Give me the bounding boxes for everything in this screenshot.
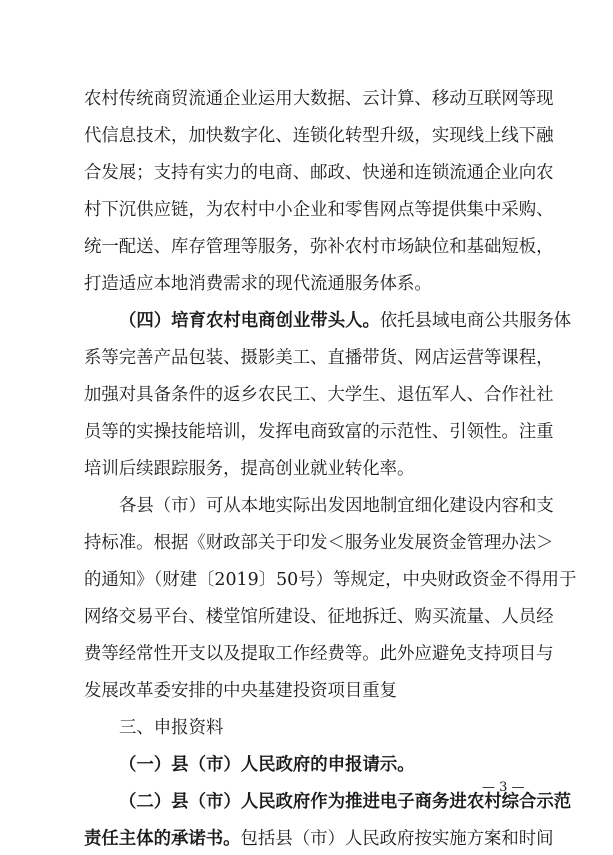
page-number: — 3 —	[482, 780, 525, 795]
paragraph-1-line-1: 农村传统商贸流通企业运用大数据、云计算、移动互联网等现	[84, 89, 554, 109]
paragraph-3-line-6: 发展改革委安排的中央基建投资项目重复	[84, 681, 398, 701]
paragraph-2-bold-lead: （四）培育农村电商创业带头人。	[119, 311, 380, 331]
paragraph-2-line-4: 员等的实操技能培训，发挥电商致富的示范性、引领性。注重	[84, 422, 554, 442]
paragraph-1-line-4: 村下沉供应链，为农村中小企业和零售网点等提供集中采购、	[84, 200, 554, 220]
paragraph-4-bold-lead: 责任主体的承诺书。	[84, 829, 241, 849]
paragraph-2-first-line-rest: 依托县域电商公共服务体	[379, 311, 572, 331]
paragraph-2-line-3: 加强对具备条件的返乡农民工、大学生、退伍军人、合作社社	[84, 385, 554, 405]
paragraph-3-line-5: 费等经常性开支以及提取工作经费等。此外应避免支持项目与	[84, 644, 554, 664]
paragraph-1-line-6: 打造适应本地消费需求的现代流通服务体系。	[84, 274, 432, 294]
paragraph-1-line-2: 代信息技术，加快数字化、连锁化转型升级，实现线上线下融	[84, 126, 554, 146]
paragraph-2-line-5: 培训后续跟踪服务，提高创业就业转化率。	[84, 459, 415, 479]
paragraph-2-line-1	[119, 310, 572, 332]
section-heading: 三、申报资料	[119, 718, 224, 738]
paragraph-3-line-4: 网络交易平台、楼堂馆所建设、征地拆迁、购买流量、人员经	[84, 607, 554, 627]
paragraph-4-line-2	[84, 828, 554, 850]
paragraph-1-line-5: 统一配送、库存管理等服务，弥补农村市场缺位和基础短板，	[84, 237, 554, 257]
paragraph-4-second-line-rest: 包括县（市）人民政府按实施方案和时间	[240, 829, 554, 849]
paragraph-3-line-1: 各县（市）可从本地实际出发因地制宜细化建设内容和支	[119, 496, 554, 516]
paragraph-4-line-1: （二）县（市）人民政府作为推进电子商务进农村综合示范	[119, 792, 572, 812]
paragraph-2-line-2: 系等完善产品包装、摄影美工、直播带货、网店运营等课程，	[84, 348, 554, 368]
paragraph-1-line-3: 合发展；支持有实力的电商、邮政、快递和连锁流通企业向农	[84, 163, 554, 183]
paragraph-3-line-3: 的通知》（财建〔2019〕50号）等规定，中央财政资金不得用于	[84, 570, 577, 590]
paragraph-3-line-2: 持标准。根据《财政部关于印发＜服务业发展资金管理办法＞	[84, 533, 554, 553]
item-1-heading: （一）县（市）人民政府的申报请示。	[119, 755, 415, 775]
